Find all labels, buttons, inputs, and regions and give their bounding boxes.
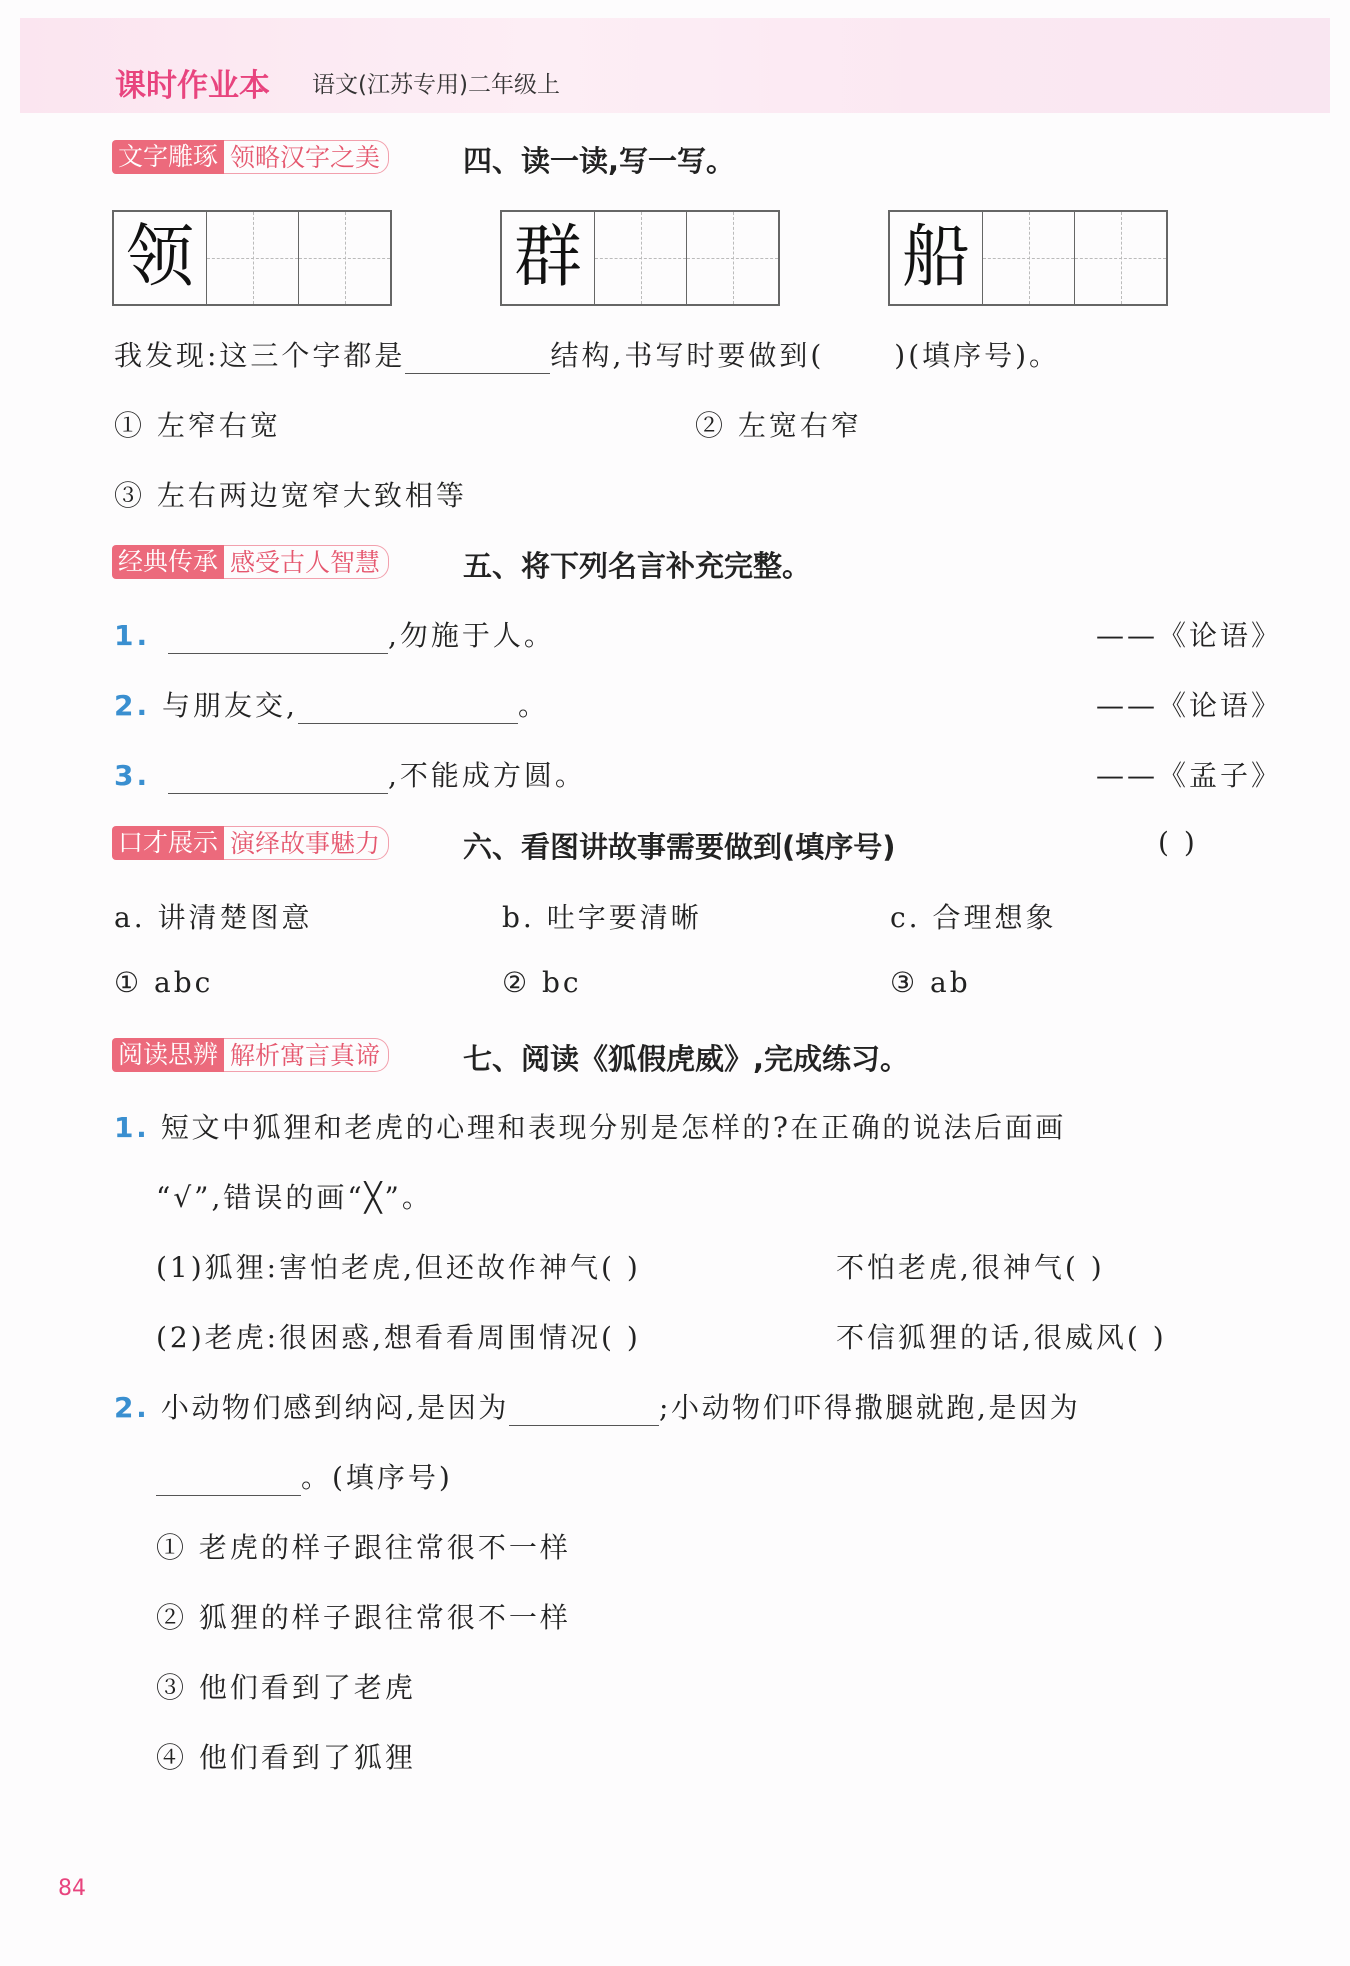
- writing-box[interactable]: [594, 212, 686, 304]
- q2-text: 2. 小动物们感到纳闷,是因为 ;小动物们吓得撒腿就跑,是因为: [114, 1391, 1081, 1424]
- tag-label-b: 感受古人智慧: [224, 545, 389, 579]
- page-number: 84: [58, 1876, 86, 1901]
- q2-option-4: ④ 他们看到了狐狸: [156, 1741, 416, 1774]
- tag-label-a: 文字雕琢: [112, 140, 224, 174]
- section6-title: 六、看图讲故事需要做到(填序号): [463, 830, 896, 864]
- model-char: 船: [901, 218, 970, 297]
- writing-box[interactable]: [206, 212, 298, 304]
- option-2: ② 左宽右窄: [695, 409, 862, 442]
- section7-tag: [112, 1038, 389, 1072]
- writing-box[interactable]: [1074, 212, 1166, 304]
- answer-blank[interactable]: [509, 1395, 659, 1426]
- quote-1-source: ——《论语》: [1096, 619, 1283, 652]
- choice-1: ① abc: [114, 966, 214, 999]
- answer-blank[interactable]: [405, 343, 550, 374]
- criteria-a: a. 讲清楚图意: [114, 901, 313, 934]
- tag-label-a: 口才展示: [112, 826, 224, 860]
- quote-3-source: ——《孟子》: [1096, 759, 1283, 792]
- choice-2: ② bc: [502, 966, 582, 999]
- q2-text-line2: 。(填序号): [156, 1456, 453, 1496]
- q1-text-line2: “√”,错误的画“╳”。: [156, 1181, 433, 1214]
- section4-tag: [112, 140, 389, 174]
- quote-1: 1. ,勿施于人。: [114, 619, 555, 652]
- model-char: 群: [513, 218, 582, 297]
- tag-label-a: 阅读思辨: [112, 1038, 224, 1072]
- choice-3: ③ ab: [890, 966, 971, 999]
- answer-blank[interactable]: [298, 693, 518, 724]
- q1-tiger-statement-2[interactable]: 不信狐狸的话,很威风( ): [836, 1321, 1167, 1354]
- book-subtitle: 语文(江苏专用)二年级上: [312, 72, 560, 98]
- answer-blank[interactable]: [168, 763, 388, 794]
- writing-grid-2: [500, 210, 780, 306]
- q2-option-3: ③ 他们看到了老虎: [156, 1671, 416, 1704]
- tag-label-b: 解析寓言真谛: [224, 1038, 389, 1072]
- q1-fox-statement-2[interactable]: 不怕老虎,很神气( ): [836, 1251, 1105, 1284]
- tag-label-a: 经典传承: [112, 545, 224, 579]
- answer-blank[interactable]: [168, 623, 388, 654]
- tag-label-b: 演绎故事魅力: [224, 826, 389, 860]
- writing-grid-3: [888, 210, 1168, 306]
- q1-tiger-statement-1[interactable]: (2)老虎:很困惑,想看看周围情况( ): [156, 1321, 641, 1354]
- writing-box[interactable]: [982, 212, 1074, 304]
- quote-3: 3. ,不能成方圆。: [114, 759, 586, 792]
- quote-2-source: ——《论语》: [1096, 689, 1283, 722]
- model-char: 领: [125, 218, 194, 297]
- option-1: ① 左窄右宽: [114, 409, 281, 442]
- criteria-c: c. 合理想象: [890, 901, 1057, 934]
- section7-title: 七、阅读《狐假虎威》,完成练习。: [463, 1042, 910, 1076]
- section5-title: 五、将下列名言补充完整。: [463, 549, 812, 583]
- section5-tag: [112, 545, 389, 579]
- book-brand: 课时作业本: [115, 68, 270, 104]
- q2-option-1: ① 老虎的样子跟往常很不一样: [156, 1531, 571, 1564]
- writing-grid-1: [112, 210, 392, 306]
- section6-tag: [112, 826, 389, 860]
- quote-2: 2. 与朋友交, 。: [114, 689, 549, 722]
- section4-question: 我发现:这三个字都是 结构,书写时要做到( )(填序号)。: [114, 339, 1061, 372]
- tag-label-b: 领略汉字之美: [224, 140, 389, 174]
- answer-blank[interactable]: [156, 1465, 301, 1496]
- writing-box[interactable]: [686, 212, 778, 304]
- section4-title: 四、读一读,写一写。: [463, 144, 736, 178]
- q1-text: 1. 短文中狐狸和老虎的心理和表现分别是怎样的?在正确的说法后面画: [114, 1111, 1066, 1144]
- q1-fox-statement-1[interactable]: (1)狐狸:害怕老虎,但还故作神气( ): [156, 1251, 641, 1284]
- option-3: ③ 左右两边宽窄大致相等: [114, 479, 467, 512]
- q2-option-2: ② 狐狸的样子跟往常很不一样: [156, 1601, 571, 1634]
- writing-box[interactable]: [298, 212, 390, 304]
- criteria-b: b. 吐字要清晰: [502, 901, 702, 934]
- answer-paren[interactable]: ( ): [1158, 826, 1198, 859]
